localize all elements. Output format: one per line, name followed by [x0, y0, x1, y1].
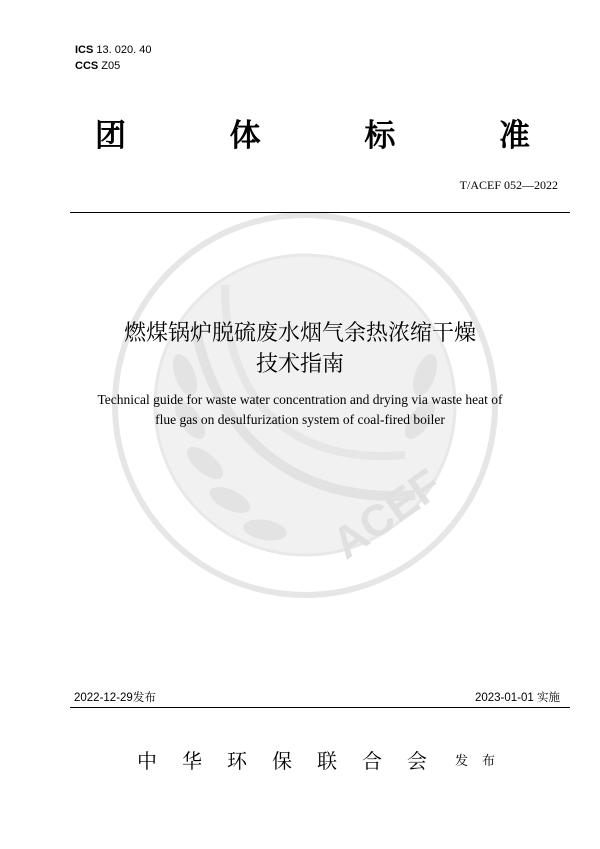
doc-type-char: 准: [498, 118, 530, 154]
doc-type-char: 标: [364, 118, 396, 154]
ics-value: 13. 020. 40: [96, 44, 152, 56]
publisher-char: 联: [317, 749, 337, 773]
ics-label: ICS: [75, 44, 94, 56]
chinese-title: [0, 318, 600, 380]
classification-codes: [75, 42, 151, 74]
publisher-char: 华: [182, 749, 202, 773]
publish-label: [455, 750, 495, 769]
ccs-label: CCS: [75, 60, 99, 72]
top-divider: [70, 212, 570, 213]
document-type-heading: [95, 110, 530, 155]
publisher-char: 中: [137, 749, 157, 773]
implementation-date: 2023-01-01 实施: [474, 692, 560, 704]
doc-type-char: 团: [95, 118, 126, 154]
english-title-line-1: Technical guide for waste water concentration and drying via waste heat of: [97, 392, 503, 407]
publisher-name: [137, 745, 427, 774]
publish-char: 布: [481, 754, 495, 769]
bottom-divider: [70, 707, 570, 708]
publisher-char: 保: [272, 749, 292, 773]
chinese-title-line-1: 燃煤锅炉脱硫废水烟气余热浓缩干燥: [123, 321, 476, 346]
ccs-value: Z05: [101, 60, 121, 72]
publish-char: 发: [455, 754, 469, 769]
doc-type-char: 体: [229, 118, 261, 154]
chinese-title-line-2: 技术指南: [255, 352, 344, 377]
english-title-line-2: flue gas on desulfurization system of coal-fired boiler: [155, 412, 445, 427]
publisher-char: 环: [227, 749, 247, 773]
publisher-char: 会: [407, 749, 427, 773]
watermark-text: ACEF: [323, 459, 451, 569]
english-title: [0, 390, 600, 430]
publisher-char: 合: [362, 749, 382, 773]
issue-date: 2022-12-29发布: [74, 692, 156, 704]
standard-number: T/ACEF 052—2022: [459, 178, 558, 192]
